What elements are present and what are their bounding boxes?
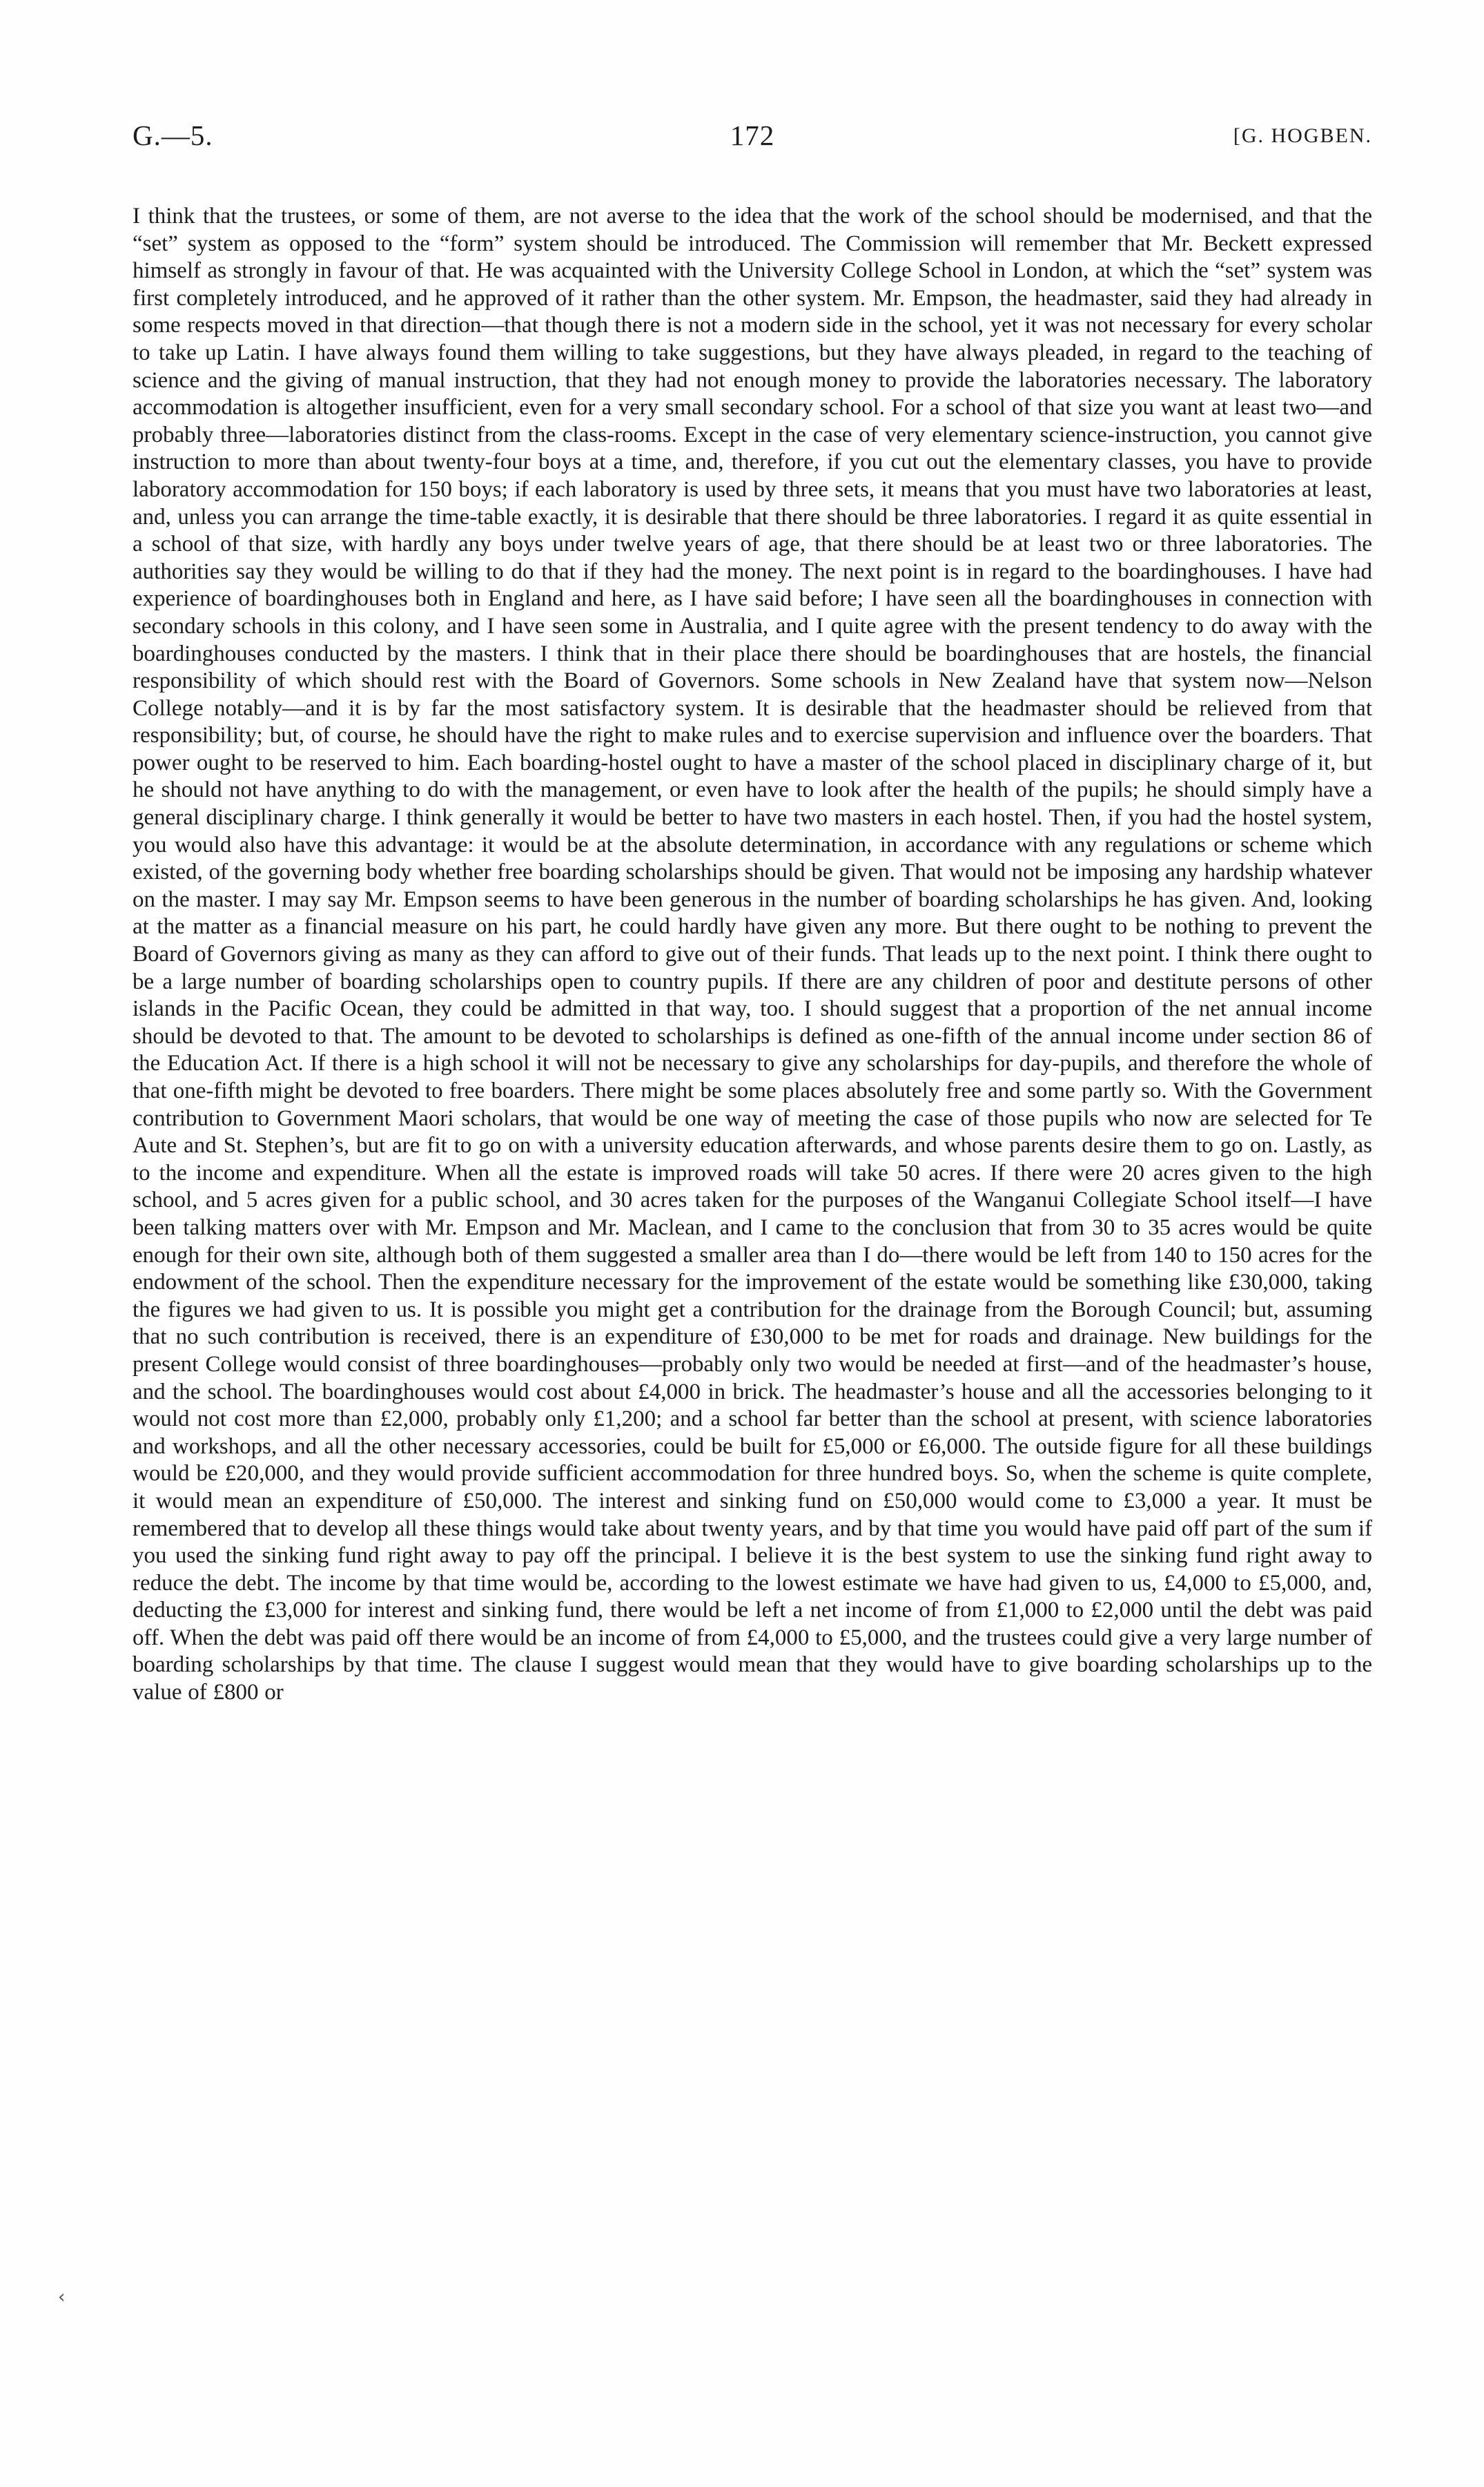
margin-mark: ‹ — [58, 2287, 66, 2307]
running-header — [133, 119, 1372, 160]
document-reference: G.—5. — [133, 119, 213, 151]
page-number: 172 — [730, 119, 775, 151]
body-paragraph: I think that the trustees, or some of them, are not averse to the idea that the work of the school should be modernised, and that the “set” system as opposed to the “form” system should be introduced. The Commission will remember that Mr. Beckett expressed himself as strongly in favour of that. He was acquainted with the University College School in London, at which the “set” system was first completely introduced, and he approved of it rather than the other system. Mr. Empson, the headmaster, said they had already in some respects moved in that direction—that though there is not a modern side in the school, yet it was not necessary for every scholar to take up Latin. I have always found them willing to take suggestions, but they have always pleaded, in regard to the teaching of science and the giving of manual instruction, that they had not enough money to provide the laboratories necessary. The laboratory accommodation is altogether insufficient, even for a very small secondary school. For a school of that size you want at least two—and probably three—laboratories distinct from the class-rooms. Except in the case of very elementary science-instruction, you cannot give instruction to more than about twenty-four boys at a time, and, therefore, if you cut out the elementary classes, you have to provide laboratory accommodation for 150 boys; if each laboratory is used by three sets, it means that you must have two laboratories at least, and, unless you can arrange the time-table exactly, it is desirable that there should be three laboratories. I regard it as quite essential in a school of that size, with hardly any boys under twelve years of age, that there should be at least two or three laboratories. The authorities say they would be willing to do that if they had the money. The next point is in regard to the boardinghouses. I have had experience of boardinghouses both in England and here, as I have said before; I have seen all the boardinghouses in connection with secondary schools in this colony, and I have seen some in Australia, and I quite agree with the present tendency to do away with the boardinghouses conducted by the masters. I think that in their place there should be boardinghouses that are hostels, the financial responsibility of which should rest with the Board of Governors. Some schools in New Zealand have that system now—Nelson College notably—and it is by far the most satisfactory system. It is desirable that the headmaster should be relieved from that responsibility; but, of course, he should have the right to make rules and to exercise supervision and influence over the boarders. That power ought to be reserved to him. Each boarding-hostel ought to have a master of the school placed in disciplinary charge of it, but he should not have anything to do with the management, or even have to look after the health of the pupils; he should simply have a general disciplinary charge. I think generally it would be better to have two masters in each hostel. Then, if you had the hostel system, you would also have this advantage: it would be at the absolute determination, in accordance with any regulations or scheme which existed, of the governing body whether free boarding scholarships should be given. That would not be imposing any hardship whatever on the master. I may say Mr. Empson seems to have been generous in the number of boarding scholarships he has given. And, looking at the matter as a financial measure on his part, he could hardly have given any more. But there ought to be nothing to prevent the Board of Governors giving as many as they can afford to give out of their funds. That leads up to the next point. I think there ought to be a large number of boarding scholarships open to country pupils. If there are any children of poor and destitute persons of other islands in the Pacific Ocean, they could be admitted in that way, too. I should suggest that a proportion of the net annual income should be devoted to that. The amount to be devoted to scholarships is defined as one-fifth of the annual income under section 86 of the Education Act. If there is a high school it will not be necessary to give any scholarships for day-pupils, and therefore the whole of that one-fifth might be devoted to free boarders. There might be some places absolutely free and some partly so. With the Government contribution to Government Maori scholars, that would be one way of meeting the case of those pupils who now are selected for Te Aute and St. Stephen’s, but are fit to go on with a university education afterwards, and whose parents desire them to go on. Lastly, as to the income and expenditure. When all the estate is improved roads will take 50 acres. If there were 20 acres given to the high school, and 5 acres given for a public school, and 30 acres taken for the purposes of the Wanganui Collegiate School itself—I have been talking matters over with Mr. Empson and Mr. Maclean, and I came to the conclusion that from 30 to 35 acres would be quite enough for their own site, although both of them suggested a smaller area than I do—there would be left from 140 to 150 acres for the endowment of the school. Then the expenditure necessary for the improvement of the estate would be something like £30,000, taking the figures we had given to us. It is possible you might get a contribution for the drainage from the Borough Council; but, assuming that no such contribution is received, there is an expenditure of £30,000 to be met for roads and drainage. New buildings for the present College would consist of three boardinghouses—probably only two would be needed at first—and of the headmaster’s house, and the school. The boardinghouses would cost about £4,000 in brick. The headmaster’s house and all the accessories belonging to it would not cost more than £2,000, probably only £1,200; and a school far better than the school at present, with science laboratories and workshops, and all the other necessary accessories, could be built for £5,000 or £6,000. The outside figure for all these buildings would be £20,000, and they would provide sufficient accommodation for three hundred boys. So, when the scheme is quite complete, it would mean an expenditure of £50,000. The interest and sinking fund on £50,000 would come to £3,000 a year. It must be remembered that to develop all these things would take about twenty years, and by that time you would have paid off part of the sum if you used the sinking fund right away to pay off the principal. I believe it is the best system to use the sinking fund right away to reduce the debt. The income by that time would be, according to the lowest estimate we have had given to us, £4,000 to £5,000, and, deducting the £3,000 for interest and sinking fund, there would be left a net income of from £1,000 to £2,000 until the debt was paid off. When the debt was paid off there would be an income of from £4,000 to £5,000, and the trustees could give a very large number of boarding scholarships by that time. The clause I suggest would mean that they would have to give boarding scholarships up to the value of £800 or — [133, 204, 1372, 1705]
witness-name: [G. HOGBEN. — [1233, 124, 1372, 147]
testimony-text — [133, 203, 1372, 1707]
